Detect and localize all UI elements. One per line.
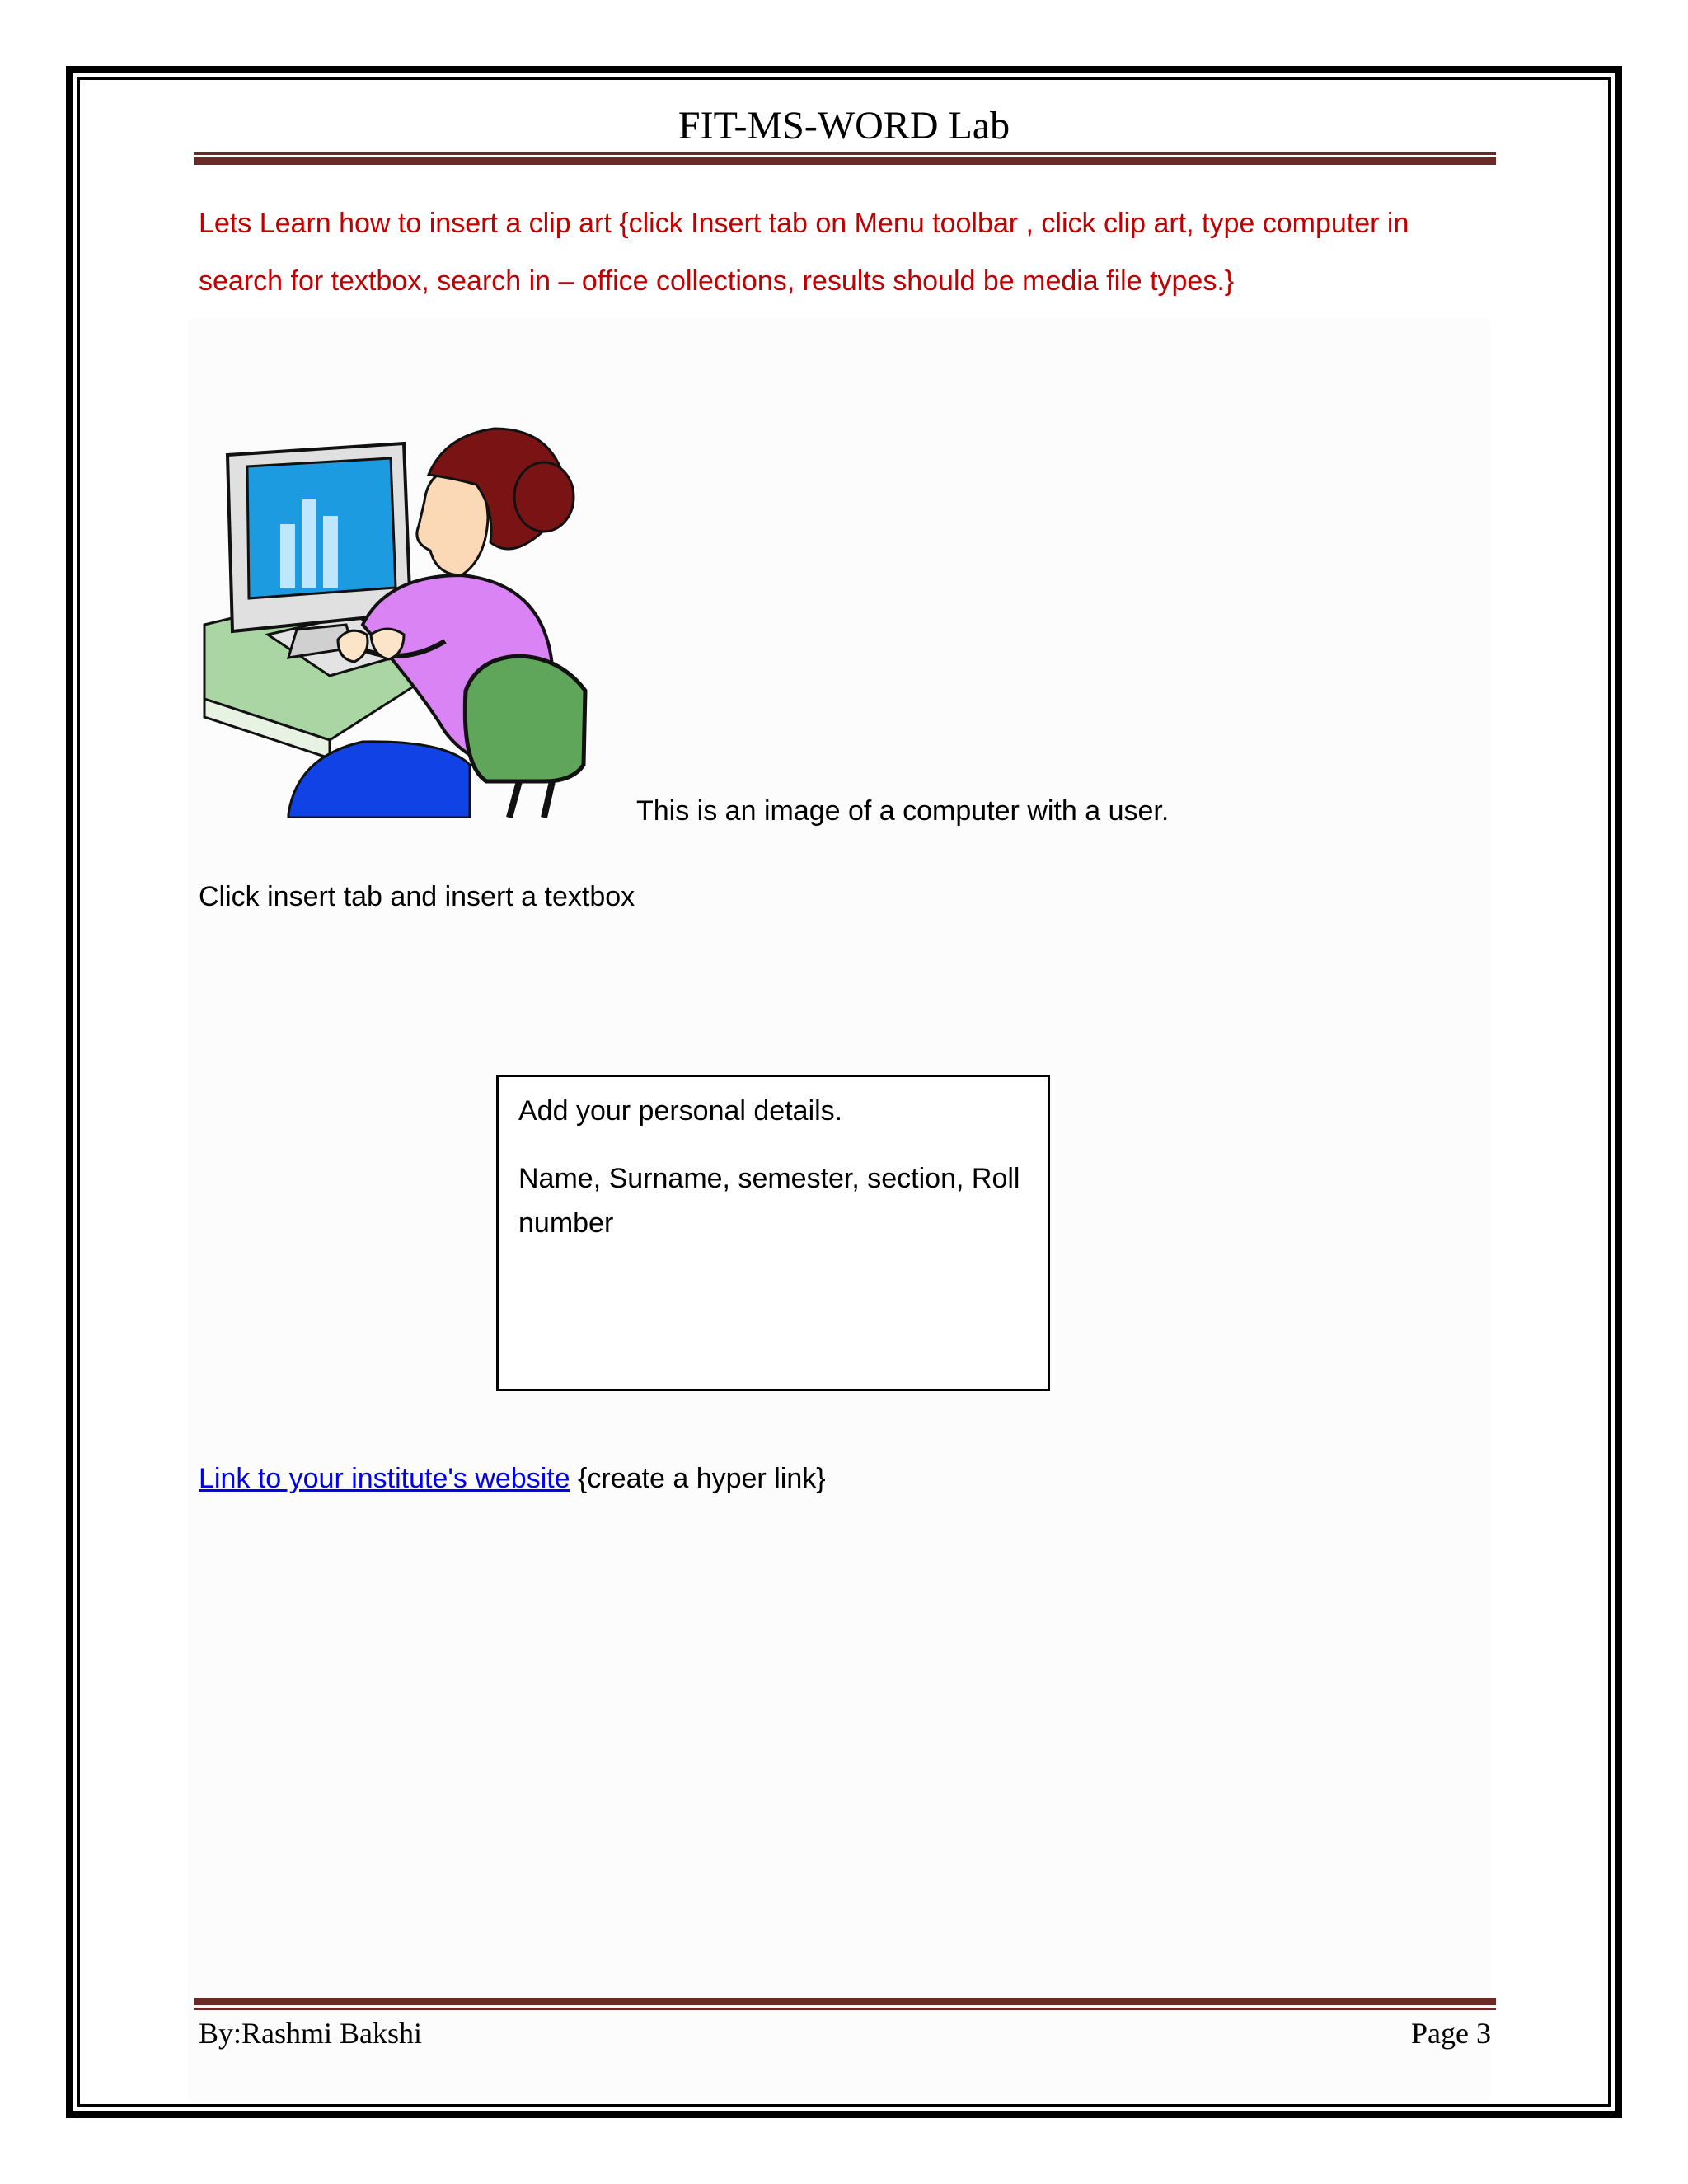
hyperlink-row [199,1457,826,1500]
header-rule-thick [194,157,1496,165]
personal-details-textbox[interactable] [496,1075,1050,1391]
header-title: FIT-MS-WORD Lab [678,104,1010,148]
textbox-line-1: Add your personal details. [518,1095,843,1127]
instruction-line-2: search for textbox, search in – office collections, results should be media file types.} [199,265,1235,297]
textbox-line-2: Name, Surname, semester, section, Roll number [518,1163,1020,1239]
hyperlink-note: {create a hyper link} [570,1463,826,1494]
footer-rule-thin [194,2008,1496,2010]
instruction-paragraph [199,194,1494,310]
footer-author: By:Rashmi Bakshi [199,2017,423,2050]
header-rule-thin [194,152,1496,155]
instruction-line-1: Lets Learn how to insert a clip art {click Insert tab on Menu toolbar , click clip art, type computer in [199,208,1409,239]
textbox-instruction: Click insert tab and insert a textbox [199,881,635,912]
footer-rule-thick [194,1998,1496,2005]
institute-website-link[interactable]: Link to your institute's website [199,1463,570,1494]
footer-page-number: Page 3 [1411,2017,1491,2050]
computer-user-clipart-icon[interactable] [198,419,593,818]
image-caption: This is an image of a computer with a user. [636,795,1170,827]
